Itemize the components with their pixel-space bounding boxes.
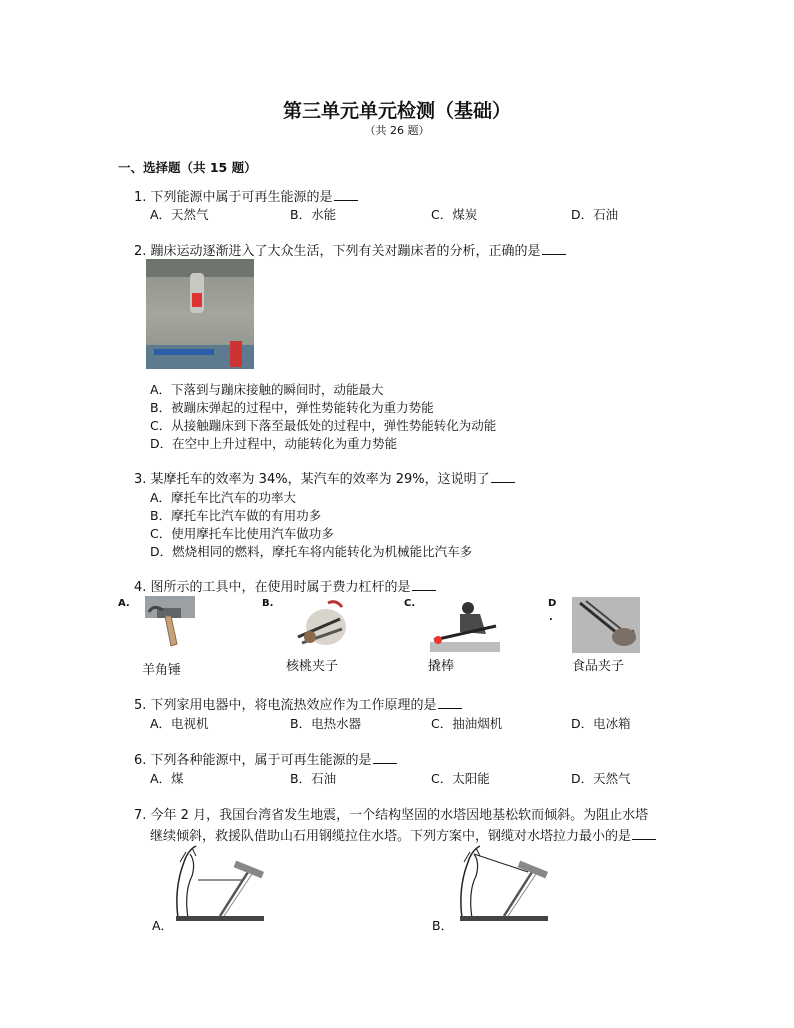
q3-option-c: C．使用摩托车比使用汽车做功多 xyxy=(150,526,334,541)
q1-option-a: A．天然气 xyxy=(150,207,209,222)
q4-letter-c: C. xyxy=(404,598,416,609)
page-subtitle: （共 26 题） xyxy=(364,124,430,137)
question-4 xyxy=(134,576,436,595)
answer-blank xyxy=(373,751,397,764)
question-text-line1: 今年 2 月，我国台湾省发生地震，一个结构坚固的水塔因地基松软而倾斜。为阻止水塔 xyxy=(150,808,649,823)
q6-option-a: A．煤 xyxy=(150,771,184,786)
q5-option-a: A．电视机 xyxy=(150,716,209,731)
trampoline-photo xyxy=(146,259,254,369)
question-5 xyxy=(134,694,462,713)
q4-letter-d-dot: . xyxy=(549,612,553,623)
question-number: 7. xyxy=(134,808,147,823)
q2-option-c: C．从接触蹦床到下落至最低处的过程中，弹性势能转化为动能 xyxy=(150,418,497,433)
q4-letter-d: D xyxy=(548,598,557,609)
q7-diagram-a xyxy=(170,842,270,924)
question-text: 某摩托车的效率为 34%，某汽车的效率为 29%，这说明了 xyxy=(150,472,490,487)
question-3 xyxy=(134,468,515,487)
question-text: 下列家用电器中，将电流热效应作为工作原理的是 xyxy=(150,698,437,713)
q6-option-b: B．石油 xyxy=(290,771,337,786)
q3-option-b: B．摩托车比汽车做的有用功多 xyxy=(150,508,322,523)
q2-option-a: A．下落到与蹦床接触的瞬间时，动能最大 xyxy=(150,382,384,397)
question-number: 4. xyxy=(134,580,147,595)
q4-letter-a: A. xyxy=(118,598,130,609)
q5-option-b: B．电热水器 xyxy=(290,716,362,731)
q1-option-c: C．煤炭 xyxy=(431,207,478,222)
q7-diagram-b xyxy=(454,842,554,924)
q6-option-c: C．太阳能 xyxy=(431,771,490,786)
question-text-line2: 继续倾斜，救援队借助山石用钢缆拉住水塔。下列方案中，钢缆对水塔拉力最小的是 xyxy=(150,829,632,844)
question-1 xyxy=(134,186,358,205)
q7-option-a: A． xyxy=(152,918,174,933)
q2-option-d: D．在空中上升过程中，动能转化为重力势能 xyxy=(150,436,398,451)
question-number: 3. xyxy=(134,472,147,487)
answer-blank xyxy=(542,242,566,255)
q1-option-b: B．水能 xyxy=(290,207,337,222)
q5-option-c: C．抽油烟机 xyxy=(431,716,503,731)
question-text: 图所示的工具中，在使用时属于费力杠杆的是 xyxy=(150,580,411,595)
q4-caption-d: 食品夹子 xyxy=(572,659,625,674)
q1-option-d: D．石油 xyxy=(571,207,619,222)
section-heading: 一、选择题（共 15 题） xyxy=(118,160,257,175)
crowbar-image xyxy=(430,596,500,652)
question-number: 5. xyxy=(134,698,147,713)
q4-caption-a: 羊角锤 xyxy=(142,663,182,678)
question-2 xyxy=(134,240,566,259)
question-text: 下列能源中属于可再生能源的是 xyxy=(150,190,333,205)
page-title: 第三单元单元检测（基础） xyxy=(282,100,511,122)
question-number: 1. xyxy=(134,190,147,205)
q2-option-b: B．被蹦床弹起的过程中，弹性势能转化为重力势能 xyxy=(150,400,434,415)
question-7 xyxy=(134,804,648,823)
q6-option-d: D．天然气 xyxy=(571,771,631,786)
question-number: 6. xyxy=(134,753,147,768)
food-tongs-image xyxy=(572,597,640,653)
claw-hammer-image xyxy=(143,596,197,652)
nutcracker-image xyxy=(288,597,354,649)
answer-blank xyxy=(438,696,462,709)
q3-option-a: A．摩托车比汽车的功率大 xyxy=(150,490,297,505)
q5-option-d: D．电冰箱 xyxy=(571,716,631,731)
answer-blank xyxy=(412,578,436,591)
question-number: 2. xyxy=(134,244,147,259)
q4-letter-b: B. xyxy=(262,598,274,609)
answer-blank xyxy=(334,188,358,201)
q4-caption-b: 核桃夹子 xyxy=(286,659,339,674)
q7-option-b: B． xyxy=(432,918,454,933)
q4-caption-c: 撬棒 xyxy=(428,659,455,674)
answer-blank xyxy=(632,827,656,840)
question-text: 蹦床运动逐渐进入了大众生活，下列有关对蹦床者的分析，正确的是 xyxy=(150,244,541,259)
question-text: 下列各种能源中，属于可再生能源的是 xyxy=(150,753,372,768)
answer-blank xyxy=(491,470,515,483)
question-6 xyxy=(134,749,397,768)
q3-option-d: D．燃烧相同的燃料，摩托车将内能转化为机械能比汽车多 xyxy=(150,544,473,559)
